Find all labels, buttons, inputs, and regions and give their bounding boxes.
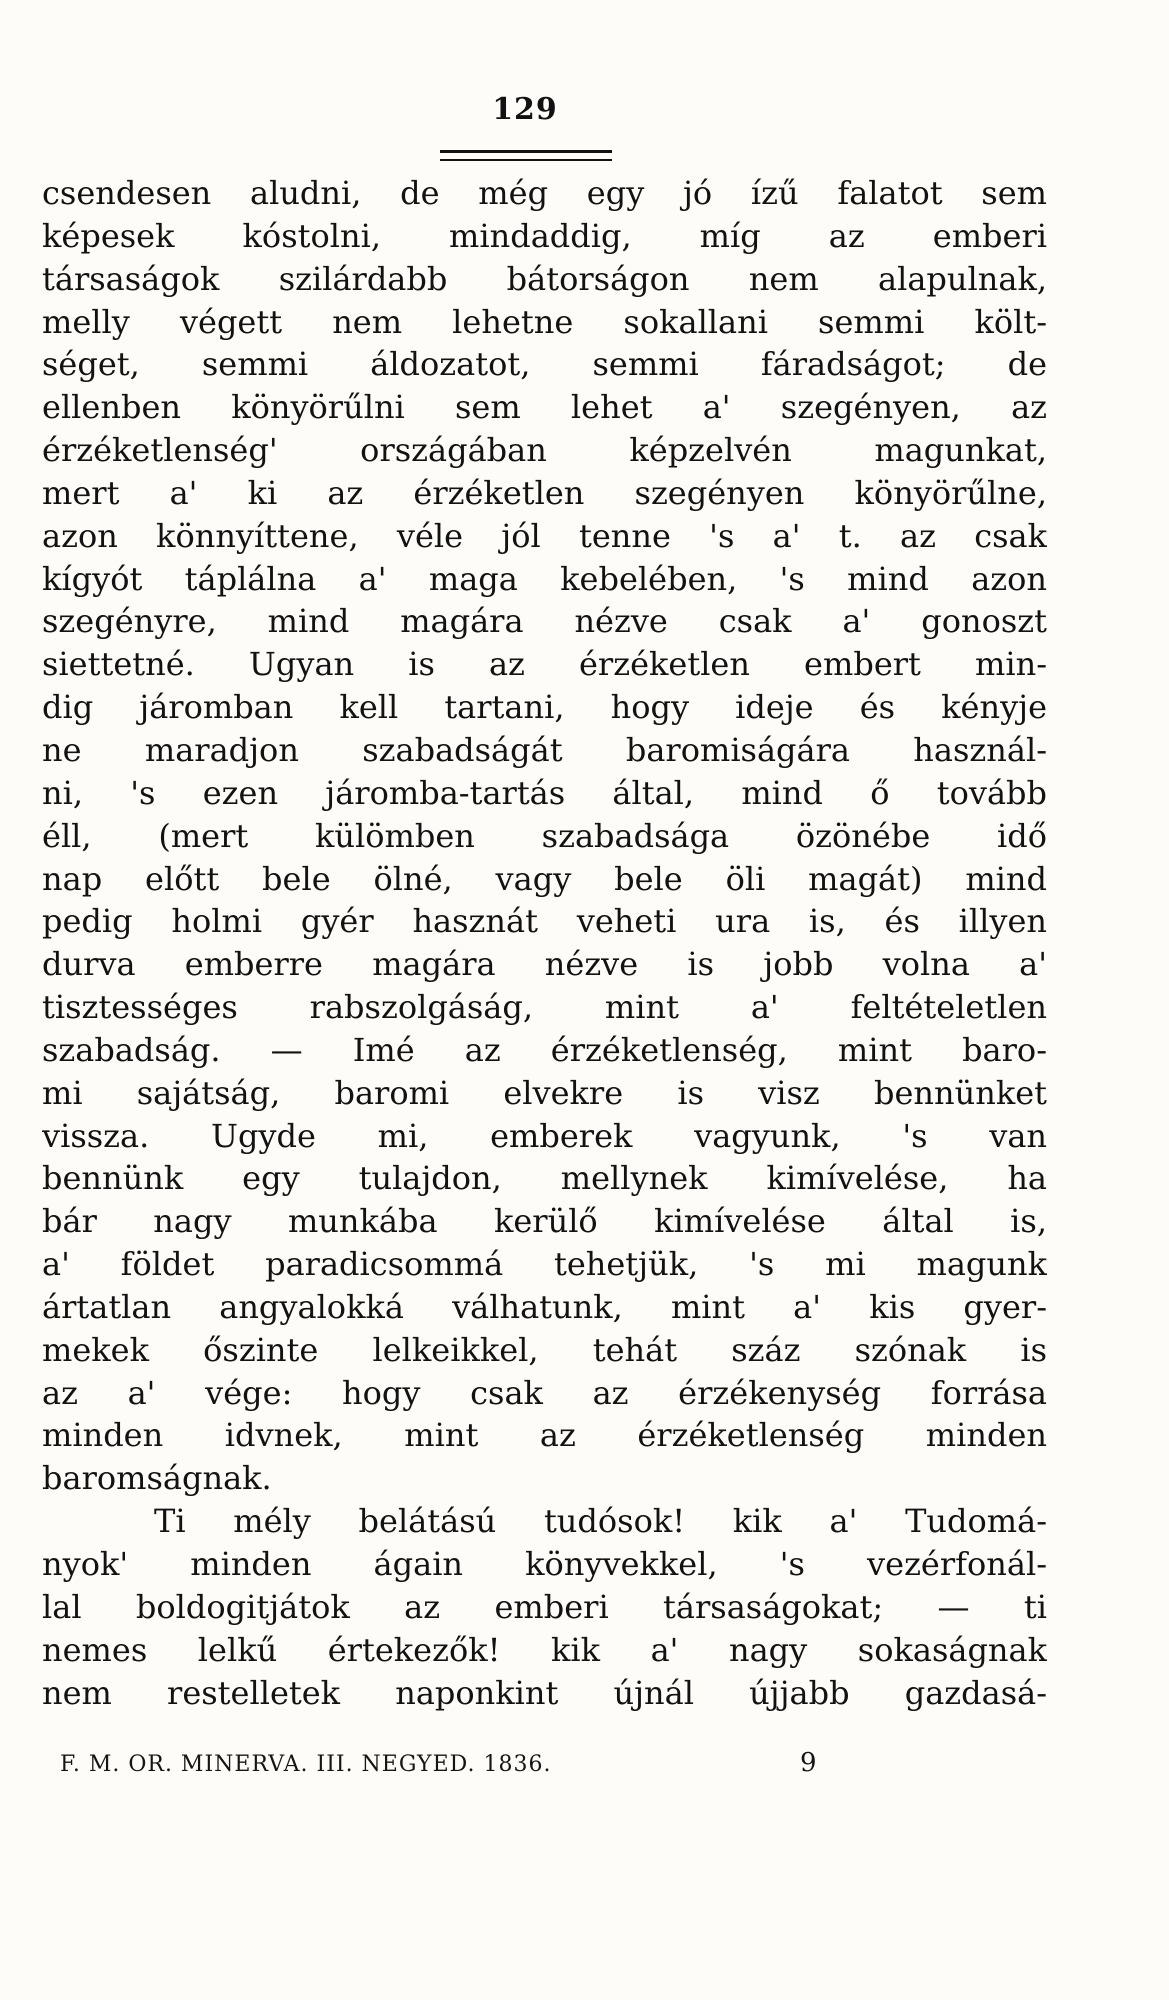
text-line: nem restelletek naponkint újnál újjabb gazdasá- [42,1673,1047,1712]
text-line: éll, (mert külömben szabadsága özönébe idő [42,816,1047,855]
text-line: szegényre, mind magára nézve csak a' gonoszt [42,602,1047,641]
text-line: mi sajátság, baromi elvekre is visz bennünket [42,1073,1047,1112]
header-rule [440,150,612,161]
text-line: kígyót táplálna a' maga kebelében, 's mind azon [42,559,1047,598]
text-line: ni, 's ezen járomba-tartás által, mind ő tovább [42,773,1047,812]
text-line: melly végett nem lehetne sokallani semmi költ- [42,302,1047,341]
text-line: társaságok szilárdabb bátorságon nem alapulnak, [42,259,1047,298]
text-line: ne maradjon szabadságát baromiságára használ- [42,730,1047,769]
text-line: a' földet paradicsommá tehetjük, 's mi magunk [42,1245,1047,1284]
text-line: szabadság. — Imé az érzéketlenség, mint baro- [42,1030,1047,1069]
text-line: ártatlan angyalokká válhatunk, mint a' kis gyer- [42,1287,1047,1326]
text-line: siettetné. Ugyan is az érzéketlen embert min- [42,645,1047,684]
text-line: vissza. Ugyde mi, emberek vagyunk, 's van [42,1116,1047,1155]
text-line: az a' vége: hogy csak az érzékenység forrása [42,1373,1047,1412]
text-line: Ti mély belátású tudósok! kik a' Tudomá- [154,1502,1047,1541]
text-line: dig járomban kell tartani, hogy ideje és kényje [42,688,1047,727]
text-line: baromságnak. [42,1459,272,1498]
text-line: nyok' minden ágain könyvekkel, 's vezérfonál- [42,1545,1047,1583]
text-line: mert a' ki az érzéketlen szegényen könyörűlne, [42,473,1047,512]
text-line: csendesen aludni, de még egy jó ízű falatot sem [42,174,1047,212]
text-line: nemes lelkű értekezők! kik a' nagy sokaságnak [42,1630,1047,1669]
text-line: bennünk egy tulajdon, mellynek kimívelése, ha [42,1159,1047,1198]
text-line: séget, semmi áldozatot, semmi fáradságot; de [42,345,1047,384]
text-line: nap előtt bele ölné, vagy bele öli magát) mind [42,859,1047,898]
footer-imprint: F. M. OR. MINERVA. III. NEGYED. 1836. [60,1752,552,1777]
text-line: érzéketlenség' országában képzelvén magunkat, [42,431,1047,470]
text-line: képesek kóstolni, mindaddig, míg az emberi [42,216,1047,255]
text-line: mekek őszinte lelkeikkel, tehát száz szónak is [42,1330,1047,1369]
body-text [42,172,1047,1714]
text-line: ellenben könyörűlni sem lehet a' szegényen, az [42,388,1047,427]
text-line: bár nagy munkába kerülő kimívelése által is, [42,1202,1047,1241]
text-line: minden idvnek, mint az érzéketlenség minden [42,1416,1047,1455]
text-line: durva emberre magára nézve is jobb volna a' [42,945,1047,984]
signature-mark: 9 [800,1748,817,1778]
text-line: azon könnyíttene, véle jól tenne 's a' t. az csak [42,516,1047,555]
text-line: tisztességes rabszolgáság, mint a' feltételetlen [42,988,1047,1027]
text-line: lal boldogitjátok az emberi társaságokat; — ti [42,1587,1047,1626]
page-number: 129 [492,92,558,127]
text-line: pedig holmi gyér hasznát veheti ura is, és illyen [42,902,1047,941]
